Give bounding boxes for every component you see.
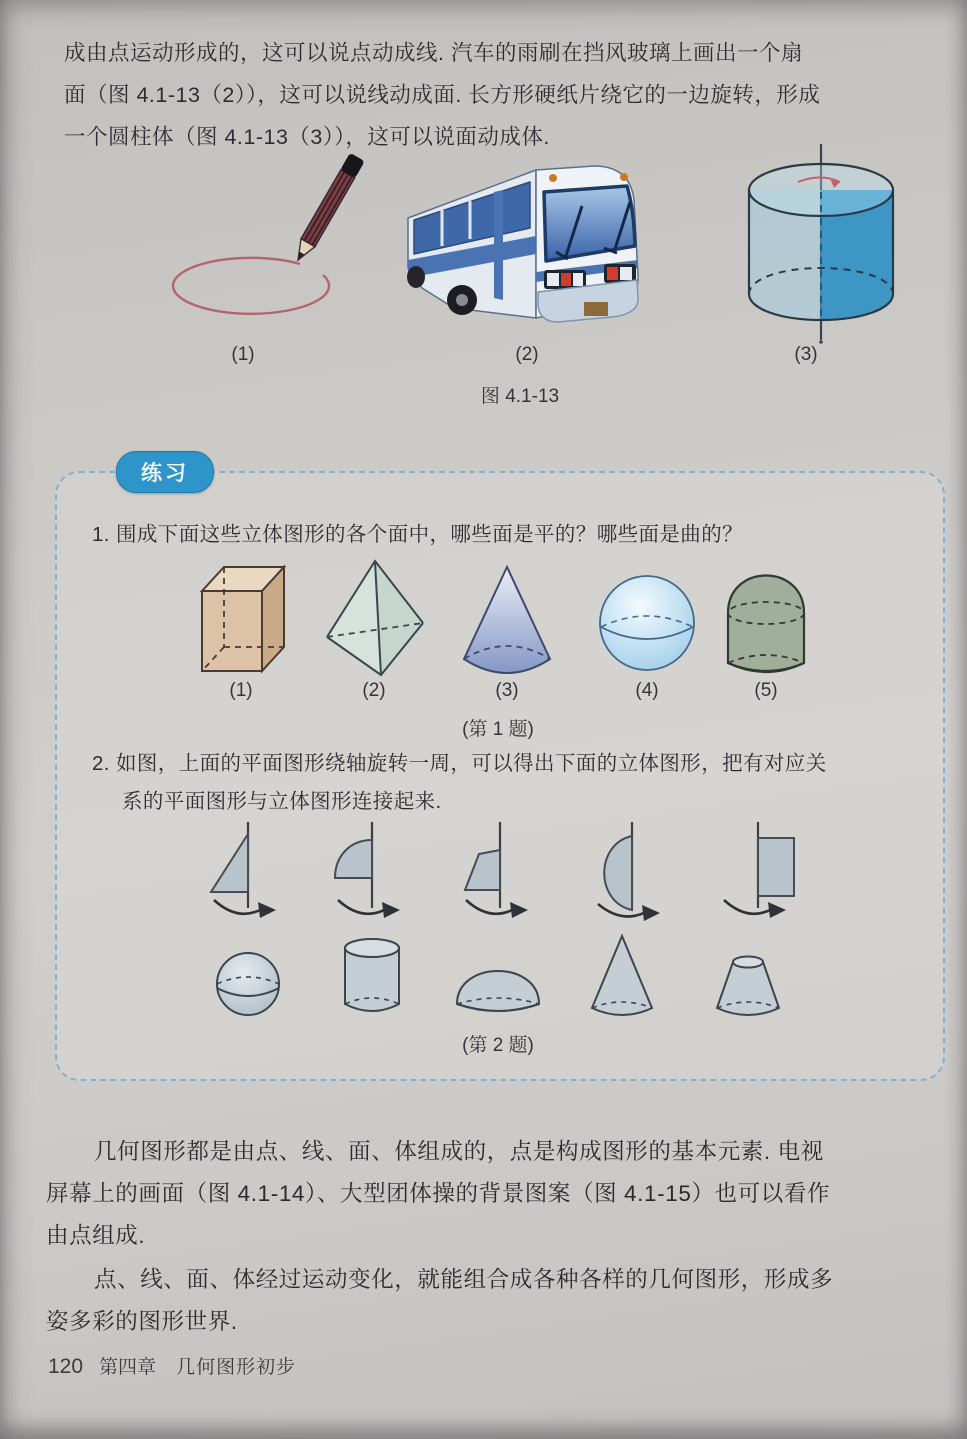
body-paragraph-line: 姿多彩的图形世界. xyxy=(46,1309,238,1334)
shape-label: (4) xyxy=(635,680,659,701)
plane-figure-semicircle xyxy=(582,820,682,930)
shape-label: (2) xyxy=(362,680,386,701)
intro-line: 面（图 4.1-13（2）），这可以说线动成面. 长方形硬纸片绕它的一边旋转，形成 xyxy=(64,83,821,107)
plane-figure-rectangle xyxy=(708,820,808,930)
intro-line: 成由点运动形成的，这可以说点动成线. 汽车的雨刷在挡风玻璃上画出一个扇 xyxy=(64,41,803,65)
question-2-text-line2: 系的平面图形与立体图形连接起来. xyxy=(122,790,442,813)
shape-label: (1) xyxy=(229,680,253,701)
body-paragraph-line: 由点组成. xyxy=(46,1223,146,1248)
triangular-pyramid-illustration xyxy=(319,555,429,683)
body-paragraph-line: 几何图形都是由点、线、面、体组成的，点是构成图形的基本元素. 电视 xyxy=(94,1139,824,1164)
practice-badge: 练习 xyxy=(116,451,214,493)
sphere-illustration xyxy=(592,565,702,681)
page-footer xyxy=(48,1352,296,1379)
plane-figure-right-triangle xyxy=(198,820,298,930)
shape-label: (5) xyxy=(754,680,778,701)
body-paragraph-line: 屏幕上的画面（图 4.1-14）、大型团体操的背景图案（图 4.1-15）也可以看作 xyxy=(46,1181,831,1206)
figure-item-label: (1) xyxy=(231,344,255,365)
solid-hemisphere xyxy=(443,940,553,1032)
solid-cylinder xyxy=(317,930,427,1030)
section-title: 几何图形初步 xyxy=(176,1357,297,1378)
cuboid-illustration xyxy=(186,553,296,681)
dome-topped-cylinder-illustration xyxy=(711,553,821,681)
plane-figure-quarter-disc xyxy=(322,820,422,930)
intro-line: 一个圆柱体（图 4.1-13（3）），这可以说面动成体. xyxy=(64,125,550,149)
shape-label: (3) xyxy=(495,680,519,701)
question-1-text: 1. 围成下面这些立体图形的各个面中，哪些面是平的？哪些面是曲的？ xyxy=(92,523,743,546)
question-1-caption: (第 1 题) xyxy=(462,719,534,740)
chapter-label: 第四章 xyxy=(99,1357,157,1378)
cone-illustration xyxy=(452,557,562,685)
rotating-cylinder-illustration xyxy=(726,142,912,344)
figure-item-label: (2) xyxy=(515,344,539,365)
question-2-text-line1: 2. 如图，上面的平面图形绕轴旋转一周，可以得出下面的立体图形，把有对应关 xyxy=(92,752,827,775)
solid-cone xyxy=(567,928,677,1030)
figure-caption: 图 4.1-13 xyxy=(480,386,560,407)
intro-paragraph xyxy=(64,36,820,162)
question-2-caption: (第 2 题) xyxy=(462,1035,534,1056)
solid-frustum xyxy=(693,938,803,1032)
solid-sphere xyxy=(193,936,303,1032)
pencil-drawing-ellipse-illustration xyxy=(150,152,380,334)
page-number: 120 xyxy=(48,1355,84,1378)
body-paragraph-line: 点、线、面、体经过运动变化，就能组合成各种各样的几何图形，形成多 xyxy=(94,1267,834,1292)
plane-figure-right-trapezoid xyxy=(450,820,550,930)
bus-illustration xyxy=(398,148,650,334)
figure-item-label: (3) xyxy=(794,344,818,365)
